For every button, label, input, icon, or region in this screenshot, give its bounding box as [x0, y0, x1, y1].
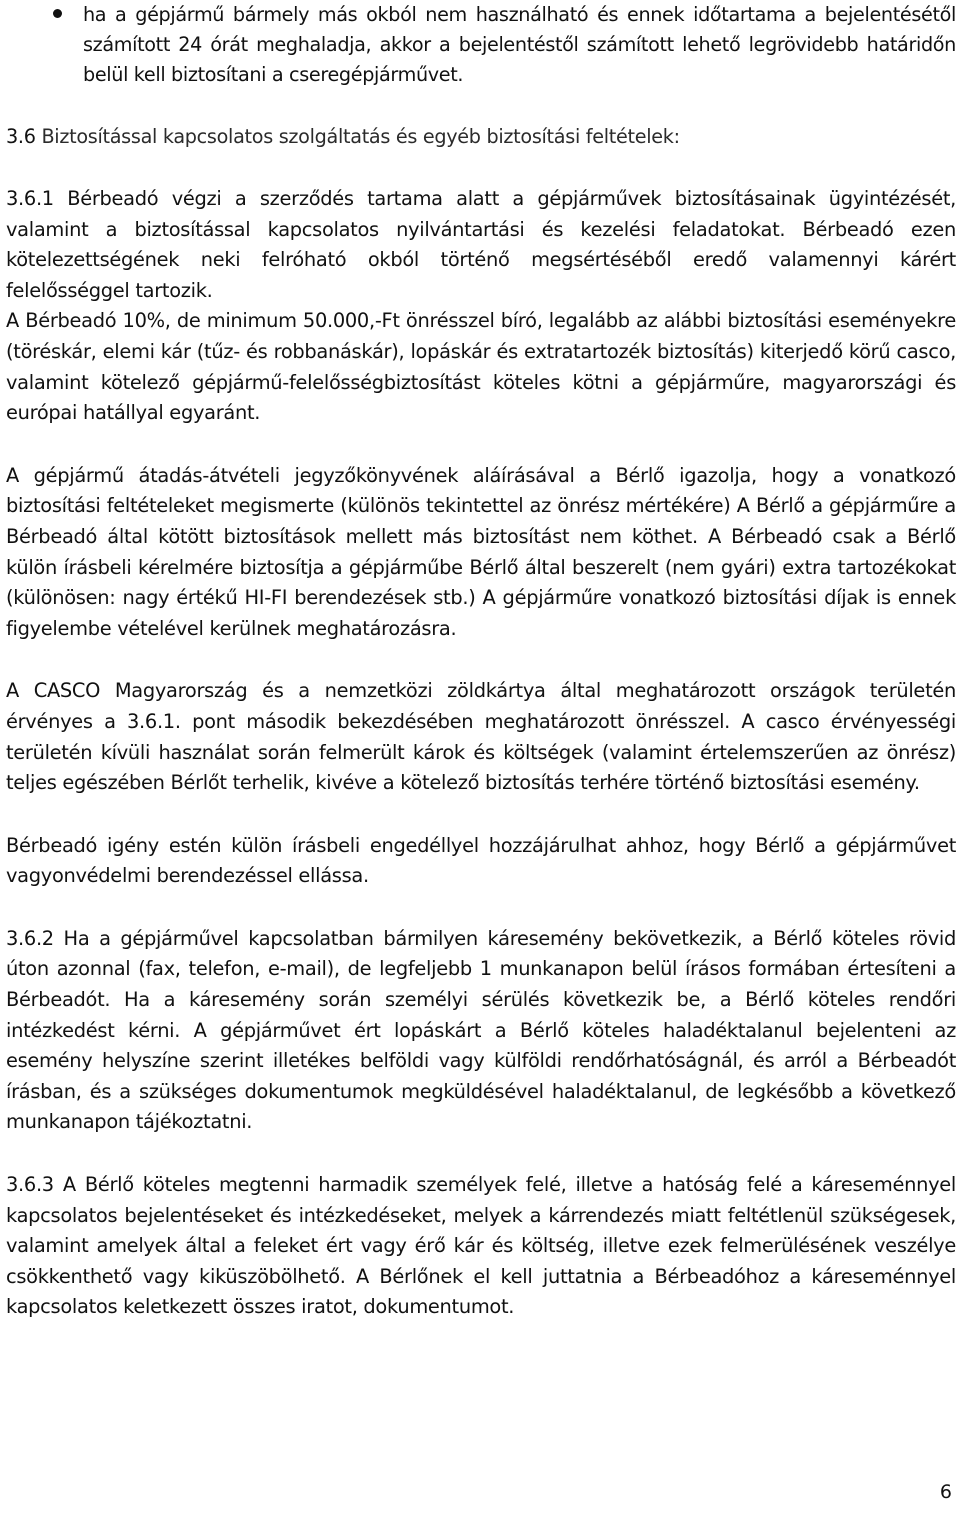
section-heading: [6, 122, 956, 152]
section-number: 3.6: [6, 125, 36, 148]
bullet-text: ha a gépjármű bármely más okból nem használható és ennek időtartama a bejelentésétől számított 24 órát meghaladja, akkor a bejelentéstől számított lehető legrövidebb határidőn belül kell biztosítani a cseregépjárművet.: [83, 3, 956, 86]
paragraph-3-6-1: 3.6.1 Bérbeadó végzi a szerződés tartama alatt a gépjárművek biztosításainak ügyintézését, valamint a biztosítással kapcsolatos nyilvántartási és kezelési feladatokat. Bérbeadó ezen kötelezettségének neki felróható okból történő megsértéséből eredő valamennyi kárért felelősséggel tartozik.: [6, 187, 956, 302]
section-title: Biztosítással kapcsolatos szolgáltatás és egyéb biztosítási feltételek:: [41, 125, 680, 148]
bullet-dot-icon: [53, 9, 62, 18]
paragraph-3-6-2: 3.6.2 Ha a gépjárművel kapcsolatban bármilyen káresemény bekövetkezik, a Bérlő köteles rövid úton azonnal (fax, telefon, e-mail), de legfeljebb 1 munkanapon belül írásos formában értesíteni a Bérbeadót. Ha a káresemény során személyi sérülés következik be, a Bérlő köteles rendőri intézkedést kérni. A gépjárművet ért lopáskárt a Bérlő köteles haladéktalanul bejelenteni az esemény helyszíne szerint illetékes belföldi vagy külföldi rendőrhatóságnál, és arról a Bérbeadót írásban, és a szükséges dokumentumok megküldésével haladéktalanul, de legkésőbb a következő munkanapon tájékoztatni.: [6, 926, 956, 1134]
bullet-list-item: [6, 0, 956, 90]
paragraph-security-device: Bérbeadó igény estén külön írásbeli engedéllyel hozzájárulhat ahhoz, hogy Bérlő a gépjárművet vagyonvédelmi berendezéssel ellássa.: [6, 833, 956, 888]
paragraph-insurance-terms: A Bérbeadó 10%, de minimum 50.000,-Ft önrésszel bíró, legalább az alábbi biztosítási eseményekre (töréskár, elemi kár (tűz- és robbanáskár), lopáskár és extratartozék biztosítás) kiterjedő körű casco, valamint kötelező gépjármű-felelősségbiztosítást köteles kötni a gépjárműre, magyarországi és európai hatállyal egyaránt.: [6, 309, 956, 425]
paragraph-3-6-3: 3.6.3 A Bérlő köteles megtenni harmadik személyek felé, illetve a hatóság felé a káreseménnyel kapcsolatos bejelentéseket és intézkedéseket, melyek a kárrendezés miatt feltétlenül szükségesek, valamint amelyek által a feleket ért vagy érő kár és költség, illetve ezek felmerülésének veszélye csökkenthető vagy kiküszöbölhető. A Bérlőnek el kell juttatnia a Bérbeadóhoz a káreseménnyel kapcsolatos keletkezett összes iratot, dokumentumot.: [6, 1173, 956, 1319]
paragraph-casco-territory: A CASCO Magyarország és a nemzetközi zöldkártya által meghatározott országok területén érvényes a 3.6.1. pont második bekezdésében meghatározott önrésszel. A casco érvényességi területén kívüli használat során felmerült károk és költségek (valamint értelemszerűen az önrész) teljes egészében Bérlőt terhelik, kivéve a kötelező biztosítás terhére történő biztosítási esemény.: [6, 679, 956, 795]
document-page: [6, 0, 956, 1323]
paragraph-handover: A gépjármű átadás-átvételi jegyzőkönyvének aláírásával a Bérlő igazolja, hogy a vonatkozó biztosítási feltételeket megismerte (különös tekintettel az önrész mértékére) A Bérlő a gépjárműre a Bérbeadó által kötött biztosítások mellett más biztosítást nem köthet. A Bérbeadó csak a Bérlő külön írásbeli kérelmére biztosítja a gépjárműbe Bérlő által beszerelt (nem gyári) extra tartozékokat (különösen: nagy értékű HI-FI berendezések stb.) A gépjárműre vonatkozó biztosítási díjak is ennek figyelembe vételével kerülnek meghatározásra.: [6, 463, 956, 640]
page-number: 6: [939, 1481, 952, 1503]
